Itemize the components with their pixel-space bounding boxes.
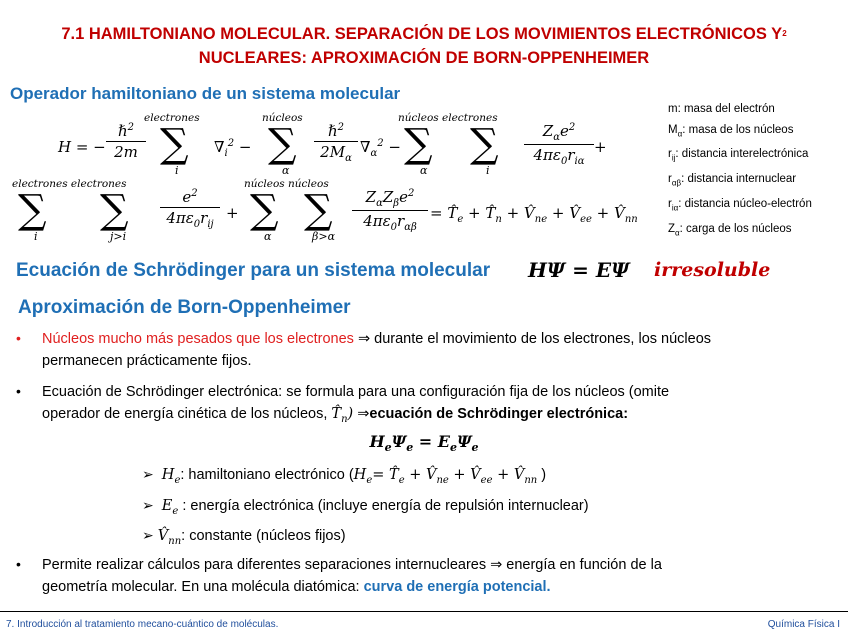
bullet-3-highlight: curva de energía potencial.	[363, 579, 551, 595]
footer-right: Química Física I	[767, 619, 840, 630]
sub-bullet-vnn: ➢ $V̂_{nn}$: constante (núcleos fijos)	[142, 527, 346, 547]
title-line-1: 7.1 HAMILTONIANO MOLECULAR. SEPARACIÓN DE LOS MOVIMIENTOS ELECTRÓNICOS Y	[61, 25, 783, 43]
bullet-2-bold: ecuación de Schrödinger electrónica:	[369, 406, 629, 422]
glossary-item: $r_{i\alpha}$: distancia núcleo-electrón	[668, 197, 812, 213]
footer-left: 7. Introducción al tratamiento mecano-cuántico de moléculas.	[6, 619, 279, 630]
bullet-2: Ecuación de Schrödinger electrónica: se formula para una configuración fija de los núcleos (omite operador de energía cinética de los núcleos, $T̂_n$) ⇒ecuación de Schrödinger electrónica:	[42, 384, 670, 425]
hamiltonian-equation-line-1: H = − ℏ$^2$ 2m electrones ∑ i $\nabla_i^2$ − núcleos ∑ α ℏ$^2$ $2M_\alpha$ $\nabla_\alpha^2$ − núcleos electrones ∑ α ∑ i $Z_\alpha e^2$ $4\pi\varepsilon_0r_{i\alpha}$ +	[58, 112, 607, 177]
bullet-dot: •	[16, 383, 21, 399]
bullet-1: Núcleos mucho más pesados que los electrones ⇒ durante el movimiento de los electrones, los núcleos permanecen prácticamente fijos.	[42, 331, 712, 369]
glossary-item: $r_{ij}$: distancia interelectrónica	[668, 148, 809, 163]
hamiltonian-equation-line-2: electrones electrones ∑ i ∑ j>i $e^2$ $4\pi\varepsilon_0r_{ij}$ + núcleos núcleos ∑ α ∑ β>α $Z_\alpha Z_\beta e^2$ $4\pi\varepsilon_0r_{\alpha\beta}$ = $T̂_e$ + $T̂_n$ + $V̂_{ne}$ + $V̂_{ee}$ + $V̂_{nn}$	[12, 178, 638, 243]
glossary-item: $M_\alpha$: masa de los núcleos	[668, 123, 794, 138]
irresoluble-note: irresoluble	[654, 259, 771, 281]
title-line-2: NUCLEARES: APROXIMACIÓN DE BORN-OPPENHEIMER	[198, 49, 650, 67]
page-mark: 2	[782, 29, 787, 38]
glossary-item: $Z_\alpha$: carga de los núcleos	[668, 222, 792, 237]
bullet-3: Permite realizar cálculos para diferentes separaciones internucleares ⇒ energía en función de la geometría molecular. En una molécula diatómica: curva de energía potencial.	[42, 557, 662, 595]
electronic-equation: $H_e\Psi_e = E_e\Psi_e$	[369, 432, 479, 455]
slide-title	[0, 22, 848, 70]
bullet-1-highlight: Núcleos mucho más pesados que los electrones	[42, 331, 354, 347]
section-heading-born-oppenheimer: Aproximación de Born-Oppenheimer	[18, 297, 351, 318]
sub-bullet-ee: ➢ $E_e$ : energía electrónica (incluye energía de repulsión internuclear)	[142, 497, 589, 517]
glossary-item: $r_{\alpha\beta}$: distancia internuclear	[668, 173, 797, 188]
footer-divider	[0, 611, 848, 612]
sub-bullet-he: ➢ $H_e$: hamiltoniano electrónico ($H_e=$ $T̂_e$ + $V̂_{ne}$ + $V̂_{ee}$ + $V̂_{nn}$ )	[142, 466, 547, 486]
section-heading-schrodinger: Ecuación de Schrödinger para un sistema molecular	[16, 260, 491, 281]
bullet-dot: •	[16, 330, 21, 346]
glossary-item: m: masa del electrón	[668, 103, 775, 115]
schrodinger-equation: HΨ = EΨ	[528, 258, 630, 282]
bullet-dot: •	[16, 556, 21, 572]
section-heading-hamiltonian: Operador hamiltoniano de un sistema molecular	[10, 84, 401, 103]
glossary	[668, 99, 812, 243]
